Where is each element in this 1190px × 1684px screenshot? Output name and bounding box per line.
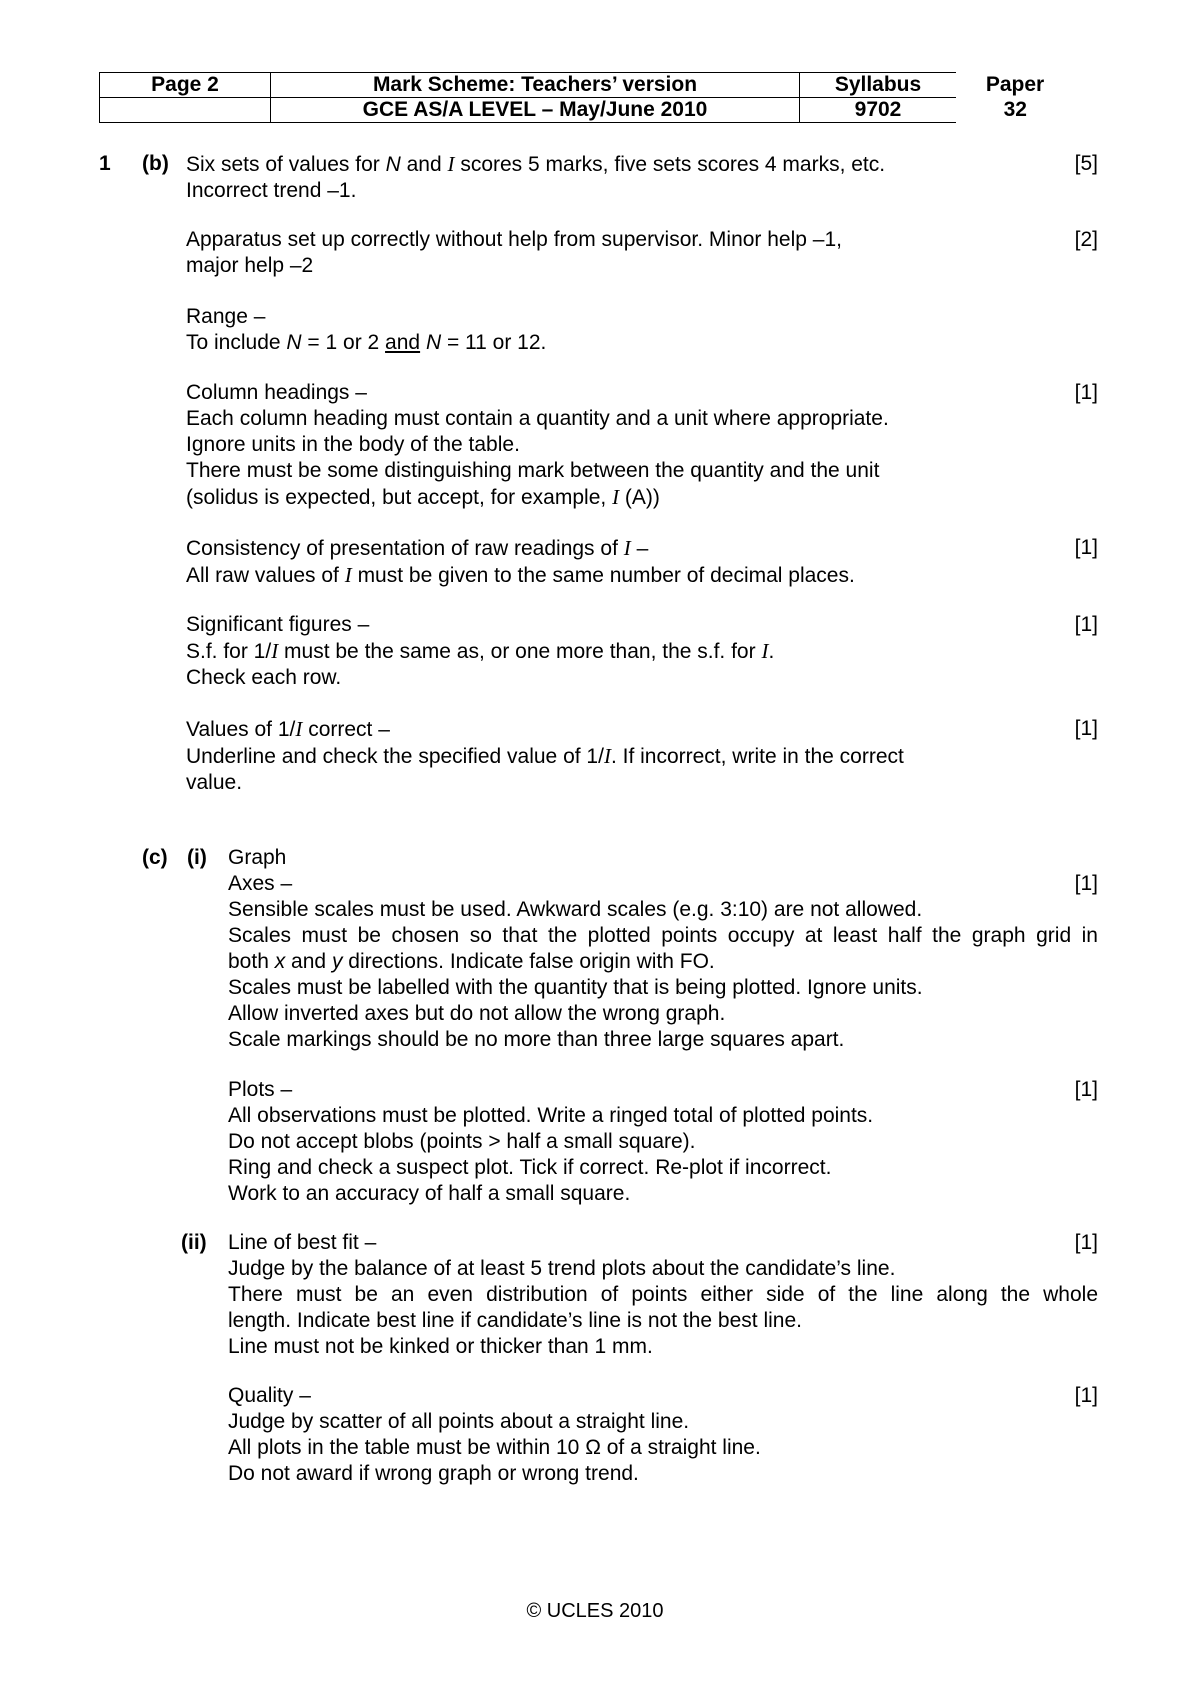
header-syllabus-code: 9702 — [800, 98, 957, 123]
c-bestfit-mark: [1] — [1074, 1231, 1098, 1254]
header-syllabus-label: Syllabus — [800, 73, 957, 98]
c-bestfit-block: Line of best fit – Judge by the balance of at least 5 trend plots about the candidate’s line. There must be an even distribution of points either side of the line along the whole length. Indicate best line if candidate’s line is not the best line. Line must not be kinked or thicker than 1 mm. — [228, 1231, 1098, 1358]
header-empty-cell — [100, 98, 271, 123]
c-axes-mark: [1] — [1074, 872, 1098, 895]
header-paper-label: Paper — [985, 73, 1045, 96]
part-b-label: (b) — [142, 152, 169, 175]
part-cii-label: (ii) — [181, 1231, 207, 1254]
c-plots-block: Plots – All observations must be plotted. Write a ringed total of plotted points. Do not accept blobs (points > half a small square). Ring and check a suspect plot. Tick if correct. Re-plot if incorrect. Work to an accuracy of half a small square. — [228, 1078, 874, 1205]
b-consistency-block: Consistency of presentation of raw readings of I – All raw values of I must be given to the same number of decimal places. — [186, 536, 855, 587]
b-values-block: Six sets of values for N and I scores 5 marks, five sets scores 4 marks, etc. Incorrect trend –1. — [186, 152, 886, 202]
c-quality-block: Quality – Judge by scatter of all points about a straight line. All plots in the table must be within 10 Ω of a straight line. Do not award if wrong graph or wrong trend. — [228, 1384, 761, 1485]
footer-copyright: © UCLES 2010 — [526, 1600, 664, 1622]
b-range-block: Range – To include N = 1 or 2 and N = 11 or 12. — [186, 305, 547, 354]
header-exam: GCE AS/A LEVEL – May/June 2010 — [271, 98, 800, 123]
b-column-mark: [1] — [1074, 381, 1098, 404]
b-sigfig-mark: [1] — [1074, 613, 1098, 636]
c-quality-mark: [1] — [1074, 1384, 1098, 1407]
b-apparatus-block: Apparatus set up correctly without help from supervisor. Minor help –1, major help –2 — [186, 228, 842, 277]
b-consistency-mark: [1] — [1074, 536, 1098, 559]
part-ci-label: (i) — [187, 846, 207, 869]
b-apparatus-mark: [2] — [1074, 228, 1098, 251]
question-number: 1 — [99, 152, 111, 175]
part-c-label: (c) — [142, 846, 168, 869]
b-sigfig-block: Significant figures – S.f. for 1/I must be the same as, or one more than, the s.f. for I. Check each row. — [186, 613, 775, 689]
b-column-block: Column headings – Each column heading must contain a quantity and a unit where appropriate. Ignore units in the body of the table. There must be some distinguishing mark between the quantity and the unit (solidus is expected, but accept, for example, I (A)) — [186, 381, 889, 509]
header-table — [99, 72, 1075, 123]
header-title: Mark Scheme: Teachers’ version — [271, 73, 800, 98]
header-page: Page 2 — [100, 73, 271, 98]
c-axes-block: Graph Axes – Sensible scales must be used. Awkward scales (e.g. 3:10) are not allowed. Scales must be chosen so that the plotted points occupy at least half the graph grid in both x and y directions. Indicate false origin with FO. Scales must be labelled with the quantity that is being plotted. Ignore units. Allow inverted axes but do not allow the wrong graph. Scale markings should be no more than three large squares apart. — [228, 846, 1098, 1051]
c-plots-mark: [1] — [1074, 1078, 1098, 1101]
header-paper-code: 32 — [1003, 98, 1027, 121]
b-values-correct-block: Values of 1/I correct – Underline and check the specified value of 1/I. If incorrect, write in the correct value. — [186, 717, 904, 794]
b-values-correct-mark: [1] — [1074, 717, 1098, 740]
b-values-mark: [5] — [1074, 152, 1098, 175]
